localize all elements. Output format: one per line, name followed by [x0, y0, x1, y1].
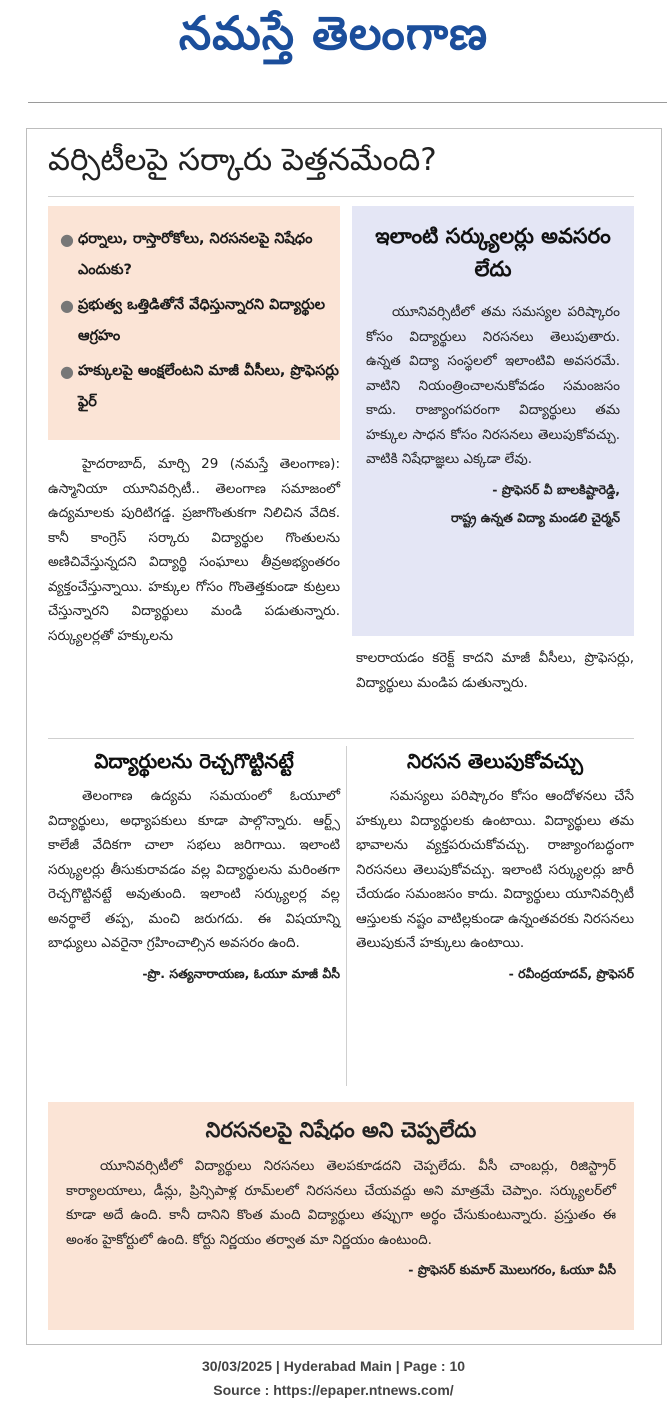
- bottom-quote-box: [48, 1102, 634, 1330]
- main-story-continuation: కాలరాయడం కరెక్ట్ కాదని మాజీ వీసీలు, ప్రొఫెసర్లు, విద్యార్థులు మండిప డుతున్నారు.: [356, 650, 634, 691]
- main-story-left: [48, 452, 340, 648]
- right-quote-box: [356, 744, 634, 988]
- bullet-item: ● హక్కులపై ఆంక్షలేంటని మాజీ వీసీలు, ప్రొఫెసర్లు ఫైర్: [60, 362, 339, 410]
- section-divider: [48, 738, 634, 739]
- right-quote-title: నిరసన తెలుపుకోవచ్చు: [406, 749, 584, 773]
- left-quote-title: విద్యార్థులను రెచ్చగొట్టినట్టే: [94, 749, 294, 773]
- bottom-quote-signature: - ప్రొఫెసర్ కుమార్ మొలుగరం, ఓయూ వీసీ: [408, 1262, 616, 1277]
- masthead-divider: [28, 102, 667, 103]
- bullet-item: ● ధర్నాలు, రాస్తారోకోలు, నిరసనలపై నిషేధం ఎందుకు?: [60, 230, 313, 278]
- bottom-quote-body: యూనివర్సిటీలో విద్యార్థులు నిరసనలు తెలపకూడదని చెప్పలేదు. వీసీ చాంబర్లు, రిజిస్ట్రార్ కార్యాలయాలు, డీన్లు, ప్రిన్సిపాళ్ల రూమ్‌లలో నిరసనలు చేయవద్దు అని మాత్రమే చెప్పాం. సర్క్యులర్‌లో కూడా అదే ఉంది. కానీ దానిని కొంత మంది విద్యార్థులు తప్పుగా అర్థం చేసుకుంటున్నారు. ప్రస్తుతం ఈ అంశం హైకోర్టులో ఉంది. కోర్టు నిర్ణయం తర్వాత మా నిర్ణయం ఉంటుంది.: [66, 1158, 616, 1248]
- bottom-quote-title: నిరసనలపై నిషేధం అని చెప్పలేదు: [205, 1118, 477, 1142]
- masthead: [0, 0, 667, 92]
- sidebar-signature-role: రాష్ట్ర ఉన్నత విద్యా మండలి చైర్మన్: [451, 509, 620, 525]
- left-quote-body: తెలంగాణ ఉద్యమ సమయంలో ఓయూలో విద్యార్థులు, అధ్యాపకులు కూడా పాల్గొన్నారు. ఆర్ట్స్ కాలేజీ వేదికగా చాలా సభలు జరిగాయి. ఇలాంటి సర్క్యులర్లు తీసుకురావడం వల్ల విద్యార్థులను మరింతగా రెచ్చగొట్టినట్టే అవుతుంది. ఇలాంటి సర్క్యులర్ల వల్ల అనర్థాలే తప్ప, మంచి జరుగదు. ఈ విషయాన్ని బాధ్యులు ఎవరైనా గ్రహించాల్సిన అవసరం ఉంది.: [48, 788, 340, 951]
- masthead-title: నమస్తే తెలంగాణ: [178, 6, 489, 60]
- sidebar-title: ఇలాంటి సర్క్యులర్లు అవసరం లేదు: [375, 224, 611, 281]
- bullet-item: ● ప్రభుత్వ ఒత్తిడితోనే వేధిస్తున్నారని విద్యార్థుల ఆగ్రహం: [60, 296, 326, 344]
- sidebar-body: యూనివర్సిటీలో తమ సమస్యల పరిష్కారం కోసం విద్యార్థులు నిరసనలు తెలుపుతారు. ఉన్నత విద్యా సంస్థలలో ఇలాంటివి అవసరమే. వాటిని నియంత్రించాలనుకోవడం సమంజసం కాదు. రాజ్యాంగపరంగా విద్యార్థులు తమ హక్కుల సాధన కోసం నిరసనలు తెలుపుకోవచ్చు. వాటికి నిషేధాజ్ఞలు ఎక్కడా లేవు.: [366, 304, 620, 467]
- left-quote-box: [48, 744, 340, 988]
- sidebar-quote-box: [352, 206, 634, 636]
- right-quote-signature: - రవీంద్రయాదవ్, ప్రొఫెసర్: [508, 965, 634, 981]
- right-quote-body: సమస్యలు పరిష్కారం కోసం ఆందోళనలు చేసే హక్కులు విద్యార్థులకు ఉంటాయి. విద్యార్థులు తమ భావాలను వ్యక్తపరుచుకోవచ్చు. రాజ్యాంగబద్ధంగా నిరసనలు తెలుపుకోవచ్చు. ఇలాంటి సర్క్యులర్లు జారీ చేయడం సమంజసం కాదు. విద్యార్థులు యూనివర్సిటీ ఆస్తులకు నష్టం వాటిల్లకుండా ఉన్నంతవరకు నిరసనలు తెలుపుకునే హక్కులు ఉంటాయి.: [356, 788, 634, 951]
- main-story-text: హైదరాబాద్, మార్చి 29 (నమస్తే తెలంగాణ): ఉస్మానియా యూనివర్సిటీ.. తెలంగాణ సమాజంలో ఉద్యమాలకు పురిటిగడ్డ. ప్రజాగొంతుకగా నిలిచిన వేదిక. కానీ కాంగ్రెస్ సర్కారు విద్యార్థుల గొంతులను అణిచివేస్తున్నదని విద్యార్థి సంఘాలు తీవ్రఅభ్యంతరం వ్యక్తంచేస్తున్నాయి. హక్కుల గోసం గొంతెత్తకుండా కుట్రలు చేస్తున్నారని విద్యార్థులు మండి పడుతున్నారు. సర్క్యులర్లతో హక్కులను: [48, 456, 340, 644]
- column-separator: [346, 746, 347, 1086]
- headline: వర్సిటీలపై సర్కారు పెత్తనమేంది?: [48, 142, 437, 178]
- headline-divider: [48, 196, 634, 197]
- footer-source-line: Source : https://epaper.ntnews.com/: [213, 1382, 454, 1398]
- footer-date-line: 30/03/2025 | Hyderabad Main | Page : 10: [201, 1358, 466, 1374]
- sidebar-signature: - ప్రొఫెసర్ వీ బాలకిష్టారెడ్డి,: [492, 481, 620, 497]
- left-quote-signature: -ప్రొ. సత్యనారాయణ, ఓయూ మాజీ వీసీ: [142, 965, 340, 981]
- main-story-right: [356, 646, 634, 695]
- bullet-box: [48, 206, 340, 440]
